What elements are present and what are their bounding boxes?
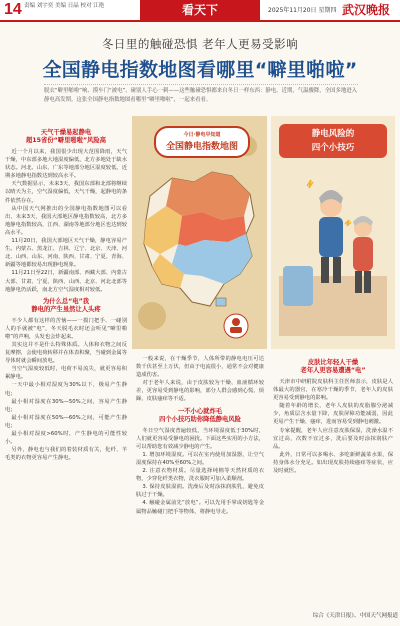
- paragraph: 最小相对湿度>60%时，产生静电的可能性较小。: [5, 431, 127, 446]
- illustration-title-line: 静电风险的: [311, 129, 355, 139]
- section-heading: [5, 298, 127, 314]
- paragraph: 4. 触碰金属前先“放电”。可以先用手掌或钥匙等金属物品触碰门把手等物体，将静电导走。: [136, 500, 264, 515]
- paragraph: 一般来说，在干燥季节，人体所带的静电电压可达数千伏甚至上万伏，但由于电流很小，通常不会对健康造成伤害。: [136, 356, 264, 379]
- article-lede: 脱衣“噼里啪啦”响、摸车门“被电”、碰别人手心一刺——这些触碰恐惧都来自冬日一样东西：静电。近期，气温骤降，全国多地进入静电高发期。这张全国静电指数地图看哪里“噼里啪啦”，一起来看看。: [44, 84, 358, 104]
- paragraph: 当空气湿度较低时，电荷不易流失，就更容易积累静电。: [5, 366, 127, 381]
- paragraph: 最小相对湿度在30%—50%之间，容易产生静电；: [5, 398, 127, 413]
- section-heading-line: 天气干燥易起静电: [40, 129, 92, 136]
- article-column-right: [273, 355, 393, 475]
- section-heading-line: 超15省份“噼里啪啦”风险高: [25, 137, 106, 144]
- issue-date: 2025年11月20日 星期四: [268, 7, 337, 14]
- paragraph: 2. 注意衣物材质。尽量选择纯棉等天然材质的衣物，少穿化纤类衣物，洗衣服时可加入柔顺剂。: [136, 468, 264, 483]
- people-illustration: [271, 116, 395, 349]
- section-heading: [5, 129, 127, 145]
- section-heading-line: 皮肤比年轻人干燥: [307, 359, 359, 366]
- section-heading-line: 四个小技巧助你降低静电风险: [159, 415, 241, 423]
- static-electricity-map: [132, 116, 267, 349]
- paragraph: 天气数据显示，未来3天，我国东部和北部将继续以晴天为主，空气湿度偏低，天气干燥，起静电的条件依然存在。: [5, 181, 127, 204]
- map-banner-title: 全国静电指数地图: [165, 142, 238, 152]
- paragraph: 11月20日，我国大部地区天气干燥，静电容易产生。内蒙古、黑龙江、吉林、辽宁、北京、天津、河北、山西、山东、河南、陕西、甘肃、宁夏、青海、新疆等地都较易出现静电现象。: [5, 238, 127, 269]
- editor-credits-line1: 责编 刘宇奕 美编 日晶 校对 江艳: [24, 3, 105, 9]
- paragraph: 近一个月以来，我国很少出现大范围降雨，天气干燥，中东部多地大地湿度偏低，北方多地处于缺水状态。河北、山东、广东等地部分地区湿度较低，近期多地静电指数达到较高水平。: [5, 149, 127, 180]
- paragraph: 对于老年人来说，由于皮肤较为干燥、血液循环较差，更容易受到静电的影响，部分人群会感到心慌、烦躁、皮肤瘙痒等不适。: [136, 380, 264, 403]
- paragraph: 最小相对湿度在50%—60%之间，可能产生静电；: [5, 414, 127, 429]
- source-credit: 综合《天津日报》、中国天气网报道: [312, 613, 398, 619]
- paragraph: 此外，日常可以多喝水、多吃新鲜蔬菜水果，保持身体水分充足。如出现皮肤持续瘙痒等症状，应及时就医。: [273, 451, 393, 475]
- paragraph: 1. 增加环境湿度。可以在室内使用加湿器，让空气湿度保持在40%至60%之间。: [136, 451, 264, 466]
- paragraph: 随着年龄的增长，老年人皮肤的皮脂腺分泌减少，角质层含水量下降，皮肤屏障功能减弱，因此更易产生干燥、瘙痒，进而容易受到静电刺激。: [273, 403, 393, 426]
- article-headline: 全国静电指数地图看哪里“噼里啪啦”: [42, 59, 358, 81]
- section-heading: [136, 408, 264, 424]
- section-heading: [273, 359, 393, 375]
- article-kicker: 冬日里的触碰恐惧 老年人更易受影响: [101, 37, 299, 51]
- paragraph: 其实这并不是什么特殊体质。人体和衣物之间反复摩擦，会使电荷转移并在体表积聚，当碰到金属等导体时就会瞬间放电。: [5, 341, 127, 365]
- section-heading-line: 一不小心就炸毛: [177, 407, 223, 415]
- map-banner: [154, 126, 250, 158]
- section-heading-line: 静电的产生虽然让人头疼: [31, 305, 101, 313]
- article-column-middle: [136, 355, 264, 516]
- section-heading-line: 老年人更容易遭遇“电”: [300, 367, 366, 374]
- paragraph: 一天中最小相对湿度为30%以下，极易产生静电；: [5, 382, 127, 397]
- editor-credits: [24, 2, 104, 10]
- page-number: 14: [4, 1, 22, 18]
- illustration-title-line: 四个小技巧: [311, 143, 355, 153]
- paragraph: 从中国天气网推出的全国静电指数地图可以看出，未来3天，我国大部地区静电指数较高，北方多地静电指数较高，江西、湖南等地部分地区也达到较高水平。: [5, 205, 127, 236]
- paragraph: 冬日空气湿度普遍较低，当环境湿度低于30%时，人们就更容易受静电的困扰。下面这些实用的小方法，可以帮助您有效减少静电的产生。: [136, 427, 264, 450]
- article-column-left: [5, 125, 127, 462]
- section-heading-line: 为什么总“电”我: [42, 297, 90, 305]
- page-header: [0, 0, 400, 22]
- paragraph: 11月21日至22日，新疆南部、西藏大部、内蒙古大部、甘肃、宁夏、陕西、山西、北京、河北北部等地静电仍活跃，南北方空气湿度相对较低。: [5, 270, 127, 293]
- paragraph: 专家提醒，老年人应注意皮肤保湿，洗澡水温不宜过高，次数不宜过多，洗后要及时涂抹润肤产品。: [273, 427, 393, 450]
- paragraph: 不少人都有这样的苦恼——一摸门把手、一碰别人的手就被“电”，冬天脱毛衣时还会听见“噼里啪啦”的声响，头发也会炸起来。: [5, 317, 127, 340]
- paragraph: 3. 保持皮肤湿润。洗澡后及时涂抹润肤乳，避免皮肤过于干燥。: [136, 484, 264, 499]
- paragraph: 另外，静电也与我们的着装材质有关，化纤、羊毛类的衣物更容易产生静电。: [5, 447, 127, 462]
- section-title: 看天下: [140, 0, 260, 20]
- newspaper-logo: 武汉晚报: [342, 3, 391, 17]
- map-banner-small: 今日·静电早知道: [183, 132, 221, 138]
- paragraph: 天津市中研附院皮肤科主任医师表示，皮肤是人体最大的器官，在寒冷干燥的季节，老年人的皮肤更容易受到静电的影响。: [273, 379, 393, 402]
- tips-illustration: [271, 116, 395, 349]
